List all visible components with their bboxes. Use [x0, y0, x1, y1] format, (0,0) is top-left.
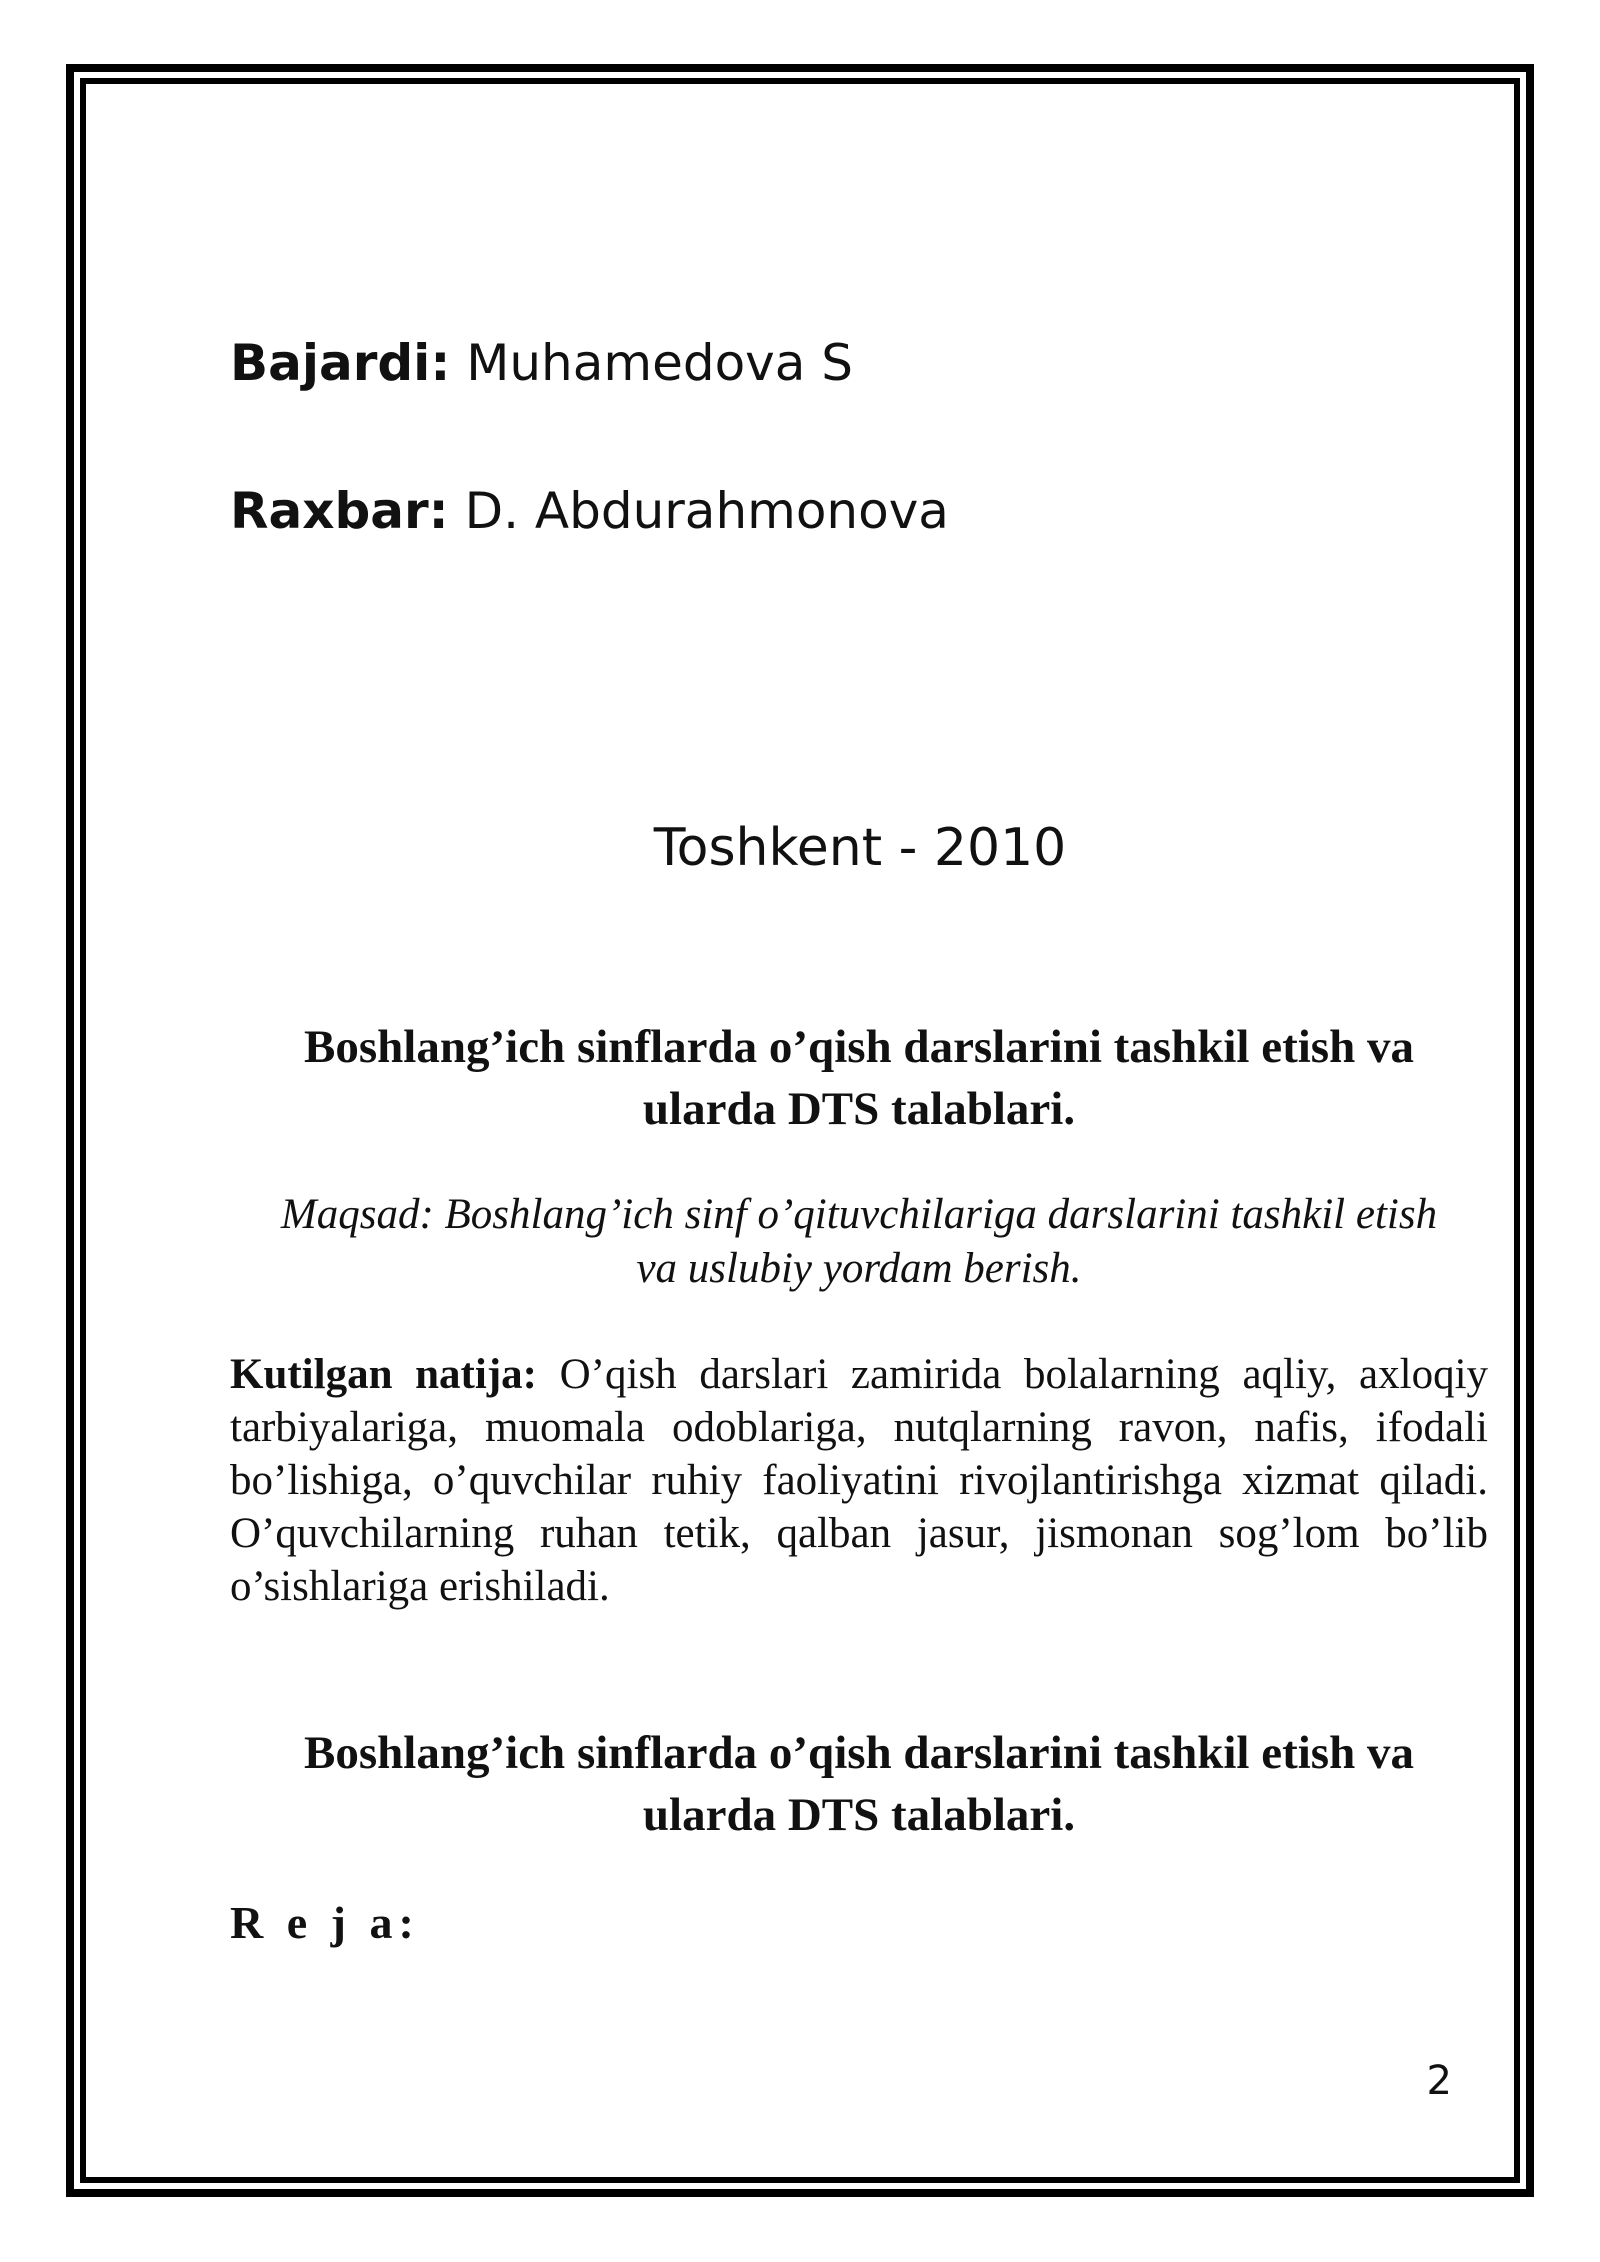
plan-label: R e j a:	[230, 1897, 420, 1948]
goal-line-2: va uslubiy yordam berish.	[636, 1245, 1082, 1292]
goal-paragraph	[230, 1188, 1488, 1296]
section-heading-2	[230, 1722, 1488, 1846]
supervisor-name: D. Abdurahmonova	[464, 482, 949, 540]
performer-line	[230, 334, 853, 392]
performer-label: Bajardi:	[230, 334, 451, 392]
goal-line-1: Maqsad: Boshlang’ich sinf o’qituvchilariga darslarini tashkil etish	[280, 1191, 1438, 1238]
supervisor-label: Raxbar:	[230, 482, 449, 540]
expected-result-text: O’qish darslari zamirida bolalarning aqliy, axloqiy tarbiyalariga, muomala odoblariga, nutqlarning ravon, nafis, ifodali bo’lishiga, o’quvchilar ruhiy faoliyatini rivojlantirishga xizmat qiladi. O’quvchilarning ruhan tetik, qalban jasur, jismonan sog’lom bo’lib o’sishlariga erishiladi.	[230, 1351, 1489, 1610]
page-number: 2	[1426, 2058, 1452, 2104]
heading-2-line-1: Boshlang’ich sinflarda o’qish darslarini tashkil etish va	[304, 1727, 1414, 1779]
supervisor-line	[230, 482, 949, 540]
performer-name: Muhamedova S	[466, 334, 854, 392]
expected-result-label: Kutilgan natija:	[230, 1351, 537, 1398]
heading-1-line-1: Boshlang’ich sinflarda o’qish darslarini tashkil etish va	[304, 1021, 1414, 1073]
expected-result-paragraph	[230, 1348, 1488, 1613]
city-year: Toshkent - 2010	[653, 818, 1067, 878]
section-heading-1	[230, 1016, 1488, 1140]
heading-2-line-2: ularda DTS talablari.	[642, 1789, 1076, 1841]
heading-1-line-2: ularda DTS talablari.	[642, 1083, 1076, 1135]
